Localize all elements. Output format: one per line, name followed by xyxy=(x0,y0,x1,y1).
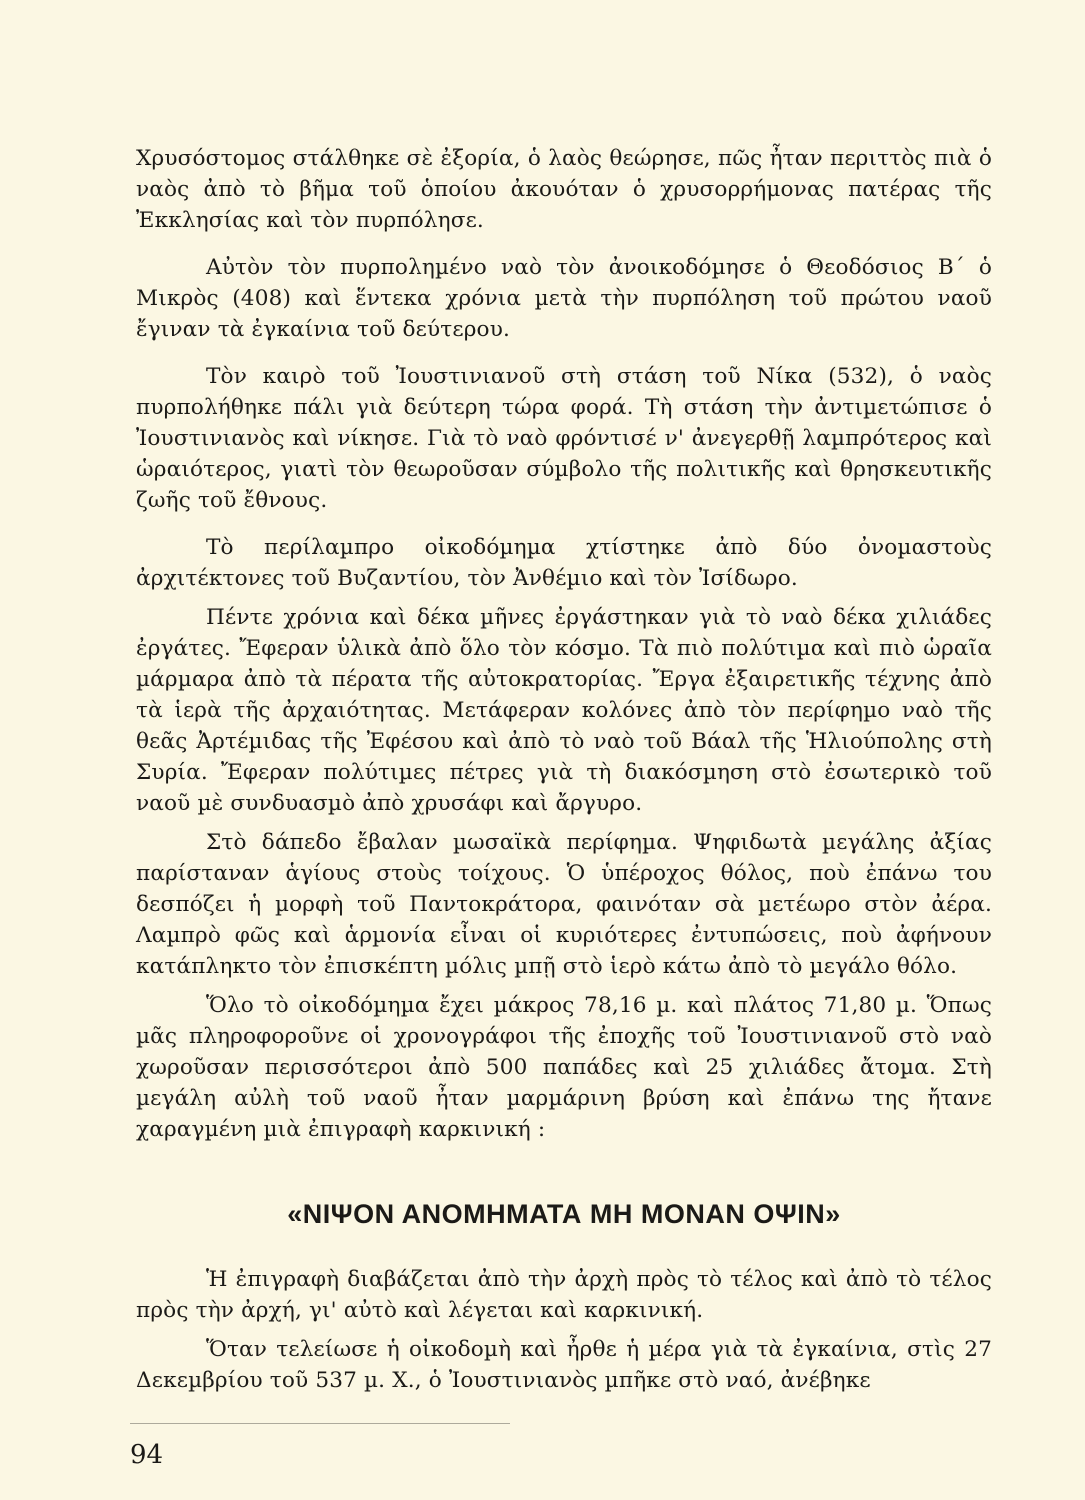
paragraph-9: Ὅταν τελείωσε ἡ οἰκοδοµὴ καὶ ἦρθε ἡ µέρα γιὰ τὰ ἐγκαίνια, στὶς 27 Δεκεµβρίου τοῦ 537 µ. Χ., ὁ Ἰουστινιανὸς µπῆκε στὸ ναό, ἀνέβηκε xyxy=(136,1337,992,1393)
paragraph-8: Ἡ ἐπιγραφὴ διαβάζεται ἀπὸ τὴν ἀρχὴ πρὸς τὸ τέλος καὶ ἀπὸ τὸ τέλος πρὸς τὴν ἀρχή, γι' αὐτὸ καὶ λέγεται καὶ καρκινική. xyxy=(136,1267,992,1323)
inscription-heading: «ΝΙΨΟΝ ΑΝΟΜΗΜΑΤΑ ΜΗ ΜΟΝΑΝ ΟΨΙΝ» xyxy=(287,1199,841,1229)
page-number: 94 xyxy=(130,1440,164,1470)
paragraph-2: Αὐτὸν τὸν πυρποληµένο ναὸ τὸν ἀνοικοδόµησε ὁ Θεοδόσιος Β΄ ὁ Μικρὸς (408) καὶ ἕντεκα χρόνια µετὰ τὴν πυρπόληση τοῦ πρώτου ναοῦ ἔγιναν τὰ ἐγκαίνια τοῦ δεύτερου. xyxy=(136,255,992,342)
paragraph-1: Χρυσόστομος στάλθηκε σὲ ἐξορία, ὁ λαὸς θεώρησε, πῶς ἦταν περιττὸς πιὰ ὁ ναὸς ἀπὸ τὸ βῆμα τοῦ ὁποίου ἀκουόταν ὁ χρυσορρήμονας πατέρας τῆς Ἐκκλησίας καὶ τὸν πυρπόλησε. xyxy=(136,146,992,233)
paragraph-4: Τὸ περίλαµπρο οἰκοδόµηµα χτίστηκε ἀπὸ δύο ὀνοµαστοὺς ἀρχιτέκτονες τοῦ Βυζαντίου, τὸν Ἀνθέµιο καὶ τὸν Ἰσίδωρο. xyxy=(136,535,992,591)
page-body xyxy=(136,143,992,1404)
paragraph-6: Στὸ δάπεδο ἔβαλαν µωσαϊκὰ περίφηµα. Ψηφιδωτὰ µεγάλης ἀξίας παρίσταναν ἁγίους στοὺς τοίχους. Ὁ ὑπέροχος θόλος, ποὺ ἐπάνω του δεσπόζει ἡ µορφὴ τοῦ Παντοκράτορα, φαινόταν σὰ µετέωρο στὸν ἀέρα. Λαµπρὸ φῶς καὶ ἁρµονία εἶναι οἱ κυριότερες ἐντυπώσεις, ποὺ ἀφήνουν κατάπληκτο τὸν ἐπισκέπτη µόλις µπῇ στὸ ἱερὸ κάτω ἀπὸ τὸ µεγάλο θόλο. xyxy=(136,830,992,979)
paragraph-7: Ὅλο τὸ οἰκοδόµηµα ἔχει µάκρος 78,16 µ. καὶ πλάτος 71,80 µ. Ὅπως µᾶς πληροφοροῦνε οἱ χρονογράφοι τῆς ἐποχῆς τοῦ Ἰουστινιανοῦ στὸ ναὸ χωροῦσαν περισσότεροι ἀπὸ 500 παπάδες καὶ 25 χιλιάδες ἄτοµα. Στὴ µεγάλη αὐλὴ τοῦ ναοῦ ἦταν µαρµάρινη βρύση καὶ ἐπάνω της ἤτανε χαραγµένη µιὰ ἐπιγραφὴ καρκινική : xyxy=(136,993,992,1142)
paragraph-3: Τὸν καιρὸ τοῦ Ἰουστινιανοῦ στὴ στάση τοῦ Νίκα (532), ὁ ναὸς πυρπολήθηκε πάλι γιὰ δεύτερη τώρα φορά. Τὴ στάση τὴν ἀντιµετώπισε ὁ Ἰουστινιανὸς καὶ νίκησε. Γιὰ τὸ ναὸ φρόντισέ ν' ἀνεγερθῇ λαµπρότερος καὶ ὡραιότερος, γιατὶ τὸν θεωροῦσαν σύµβολο τῆς πολιτικῆς καὶ θρησκευτικῆς ζωῆς τοῦ ἔθνους. xyxy=(136,364,992,513)
footer-rule xyxy=(130,1423,510,1424)
paragraph-5: Πέντε χρόνια καὶ δέκα µῆνες ἐργάστηκαν γιὰ τὸ ναὸ δέκα χιλιάδες ἐργάτες. Ἔφεραν ὑλικὰ ἀπὸ ὅλο τὸν κόσµο. Τὰ πιὸ πολύτιµα καὶ πιὸ ὡραῖα µάρµαρα ἀπὸ τὰ πέρατα τῆς αὐτοκρατορίας. Ἔργα ἐξαιρετικῆς τέχνης ἀπὸ τὰ ἱερὰ τῆς ἀρχαιότητας. Μετάφεραν κολόνες ἀπὸ τὸν περίφηµο ναὸ τῆς θεᾶς Ἀρτέµιδας τῆς Ἐφέσου καὶ ἀπὸ τὸ ναὸ τοῦ Βάαλ τῆς Ἡλιούπολης στὴ Συρία. Ἔφεραν πολύτιµες πέτρες γιὰ τὴ διακόσµηση στὸ ἐσωτερικὸ τοῦ ναοῦ µὲ συνδυασµὸ ἀπὸ χρυσάφι καὶ ἄργυρο. xyxy=(136,605,992,816)
